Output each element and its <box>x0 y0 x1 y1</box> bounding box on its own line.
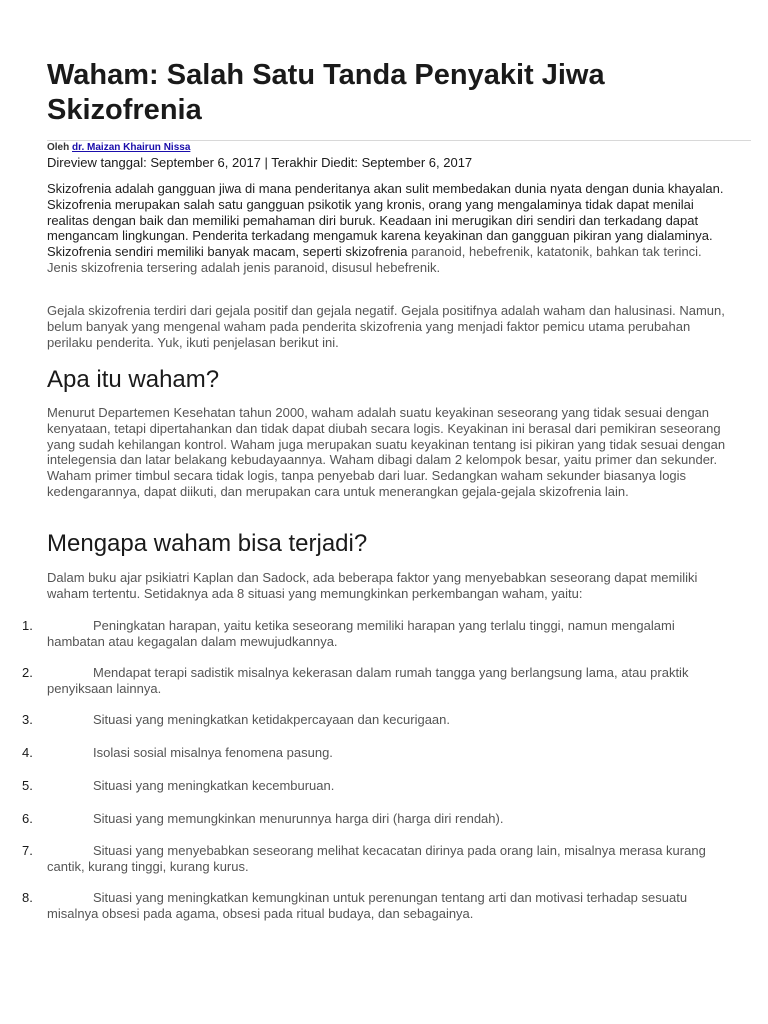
intro-paragraph <box>47 181 727 276</box>
list-number: 6. <box>22 811 33 826</box>
list-number: 4. <box>22 745 33 760</box>
list-number: 1. <box>22 618 33 633</box>
list-text: Isolasi sosial misalnya fenomena pasung. <box>93 745 333 760</box>
list-number: 5. <box>22 778 33 793</box>
list-text: Situasi yang meningkatkan ketidakpercayaan dan kecurigaan. <box>93 712 451 727</box>
article-title: Waham: Salah Satu Tanda Penyakit Jiwa Skizofrenia <box>47 59 605 126</box>
list-number: 8. <box>22 890 33 905</box>
heading-mengapa-waham: Mengapa waham bisa terjadi? <box>47 530 368 557</box>
byline <box>47 141 190 155</box>
list-number: 2. <box>22 665 33 680</box>
causes-intro-paragraph: Dalam buku ajar psikiatri Kaplan dan Sadock, ada beberapa faktor yang menyebabkan seseorang dapat memiliki waham tertentu. Setidaknya ada 8 situasi yang memungkinkan perkembangan waham, yaitu: <box>47 570 698 601</box>
byline-prefix: Oleh <box>47 142 70 153</box>
definition-paragraph: Menurut Departemen Kesehatan tahun 2000, waham adalah suatu keyakinan seseorang yang tidak sesuai dengan kenyataan, tetapi dipertahankan dan tidak dapat diubah secara logis. Keyakinan ini berasal dari pemikiran seseorang yang sudah kehilangan kontrol. Waham juga merupakan suatu keyakinan tentang isi pikiran yang tidak sesuai dengan intelegensia dan latar belakang kebudayaannya. Waham dibagi dalam 2 kelompok besar, yaitu primer dan sekunder. Waham primer timbul secara tidak logis, tanpa penyebab dari luar. Sedangkan waham sekunder biasanya logis kedengarannya, dapat diikuti, dan merupakan cara untuk menerangkan gejala-gejala skizofrenia lain. <box>47 405 726 499</box>
list-text: Peningkatan harapan, yaitu ketika seseorang memiliki harapan yang terlalu tinggi, namun mengalami hambatan atau kegagalan dalam mewujudkannya. <box>47 618 675 649</box>
heading-apa-itu-waham: Apa itu waham? <box>47 366 220 393</box>
list-text: Situasi yang menyebabkan seseorang melihat kecacatan dirinya pada orang lain, misalnya merasa kurang cantik, kurang tinggi, kurang kurus. <box>47 843 706 874</box>
list-text: Situasi yang meningkatkan kemungkinan untuk perenungan tentang arti dan motivasi terhadap sesuatu misalnya obsesi pada agama, obsesi pada ritual budaya, dan sebagainya. <box>47 890 688 921</box>
intro-text-gray: paranoid, hebefrenik, katatonik, bahkan tak terinci. Jenis skizofrenia tersering adalah jenis paranoid, disusul hebefrenik. <box>47 244 702 275</box>
symptoms-paragraph: Gejala skizofrenia terdiri dari gejala positif dan gejala negatif. Gejala positifnya adalah waham dan halusinasi. Namun, belum banyak yang mengenal waham pada penderita skizofrenia yang menjadi faktor pemicu utama perubahan perilaku penderita. Yuk, ikuti penjelasan berikut ini. <box>47 303 725 350</box>
review-dates: Direview tanggal: September 6, 2017 | Terakhir Diedit: September 6, 2017 <box>47 155 473 170</box>
list-text: Situasi yang memungkinkan menurunnya harga diri (harga diri rendah). <box>93 811 504 826</box>
list-number: 3. <box>22 712 33 727</box>
list-text: Mendapat terapi sadistik misalnya kekerasan dalam rumah tangga yang berlangsung lama, atau praktik penyiksaan lainnya. <box>47 665 689 696</box>
intro-text-dark: Skizofrenia adalah gangguan jiwa di mana penderitanya akan sulit membedakan dunia nyata dengan dunia khayalan. Skizofrenia merupakan salah satu gangguan psikotik yang kronis, orang yang mengalaminya tidak dapat menilai realitas dengan baik dan memiliki pemahaman diri buruk. Keadaan ini merugikan diri sendiri dan terkadang dapat mengancam lingkungan. Penderita terkadang mengamuk karena keyakinan dan gangguan pikiran yang dialaminya. Skizofrenia sendiri memiliki banyak macam, seperti skizofrenia <box>47 181 724 260</box>
list-text: Situasi yang meningkatkan kecemburuan. <box>93 778 335 793</box>
author-link[interactable]: dr. Maizan Khairun Nissa <box>72 142 191 153</box>
list-number: 7. <box>22 843 33 858</box>
